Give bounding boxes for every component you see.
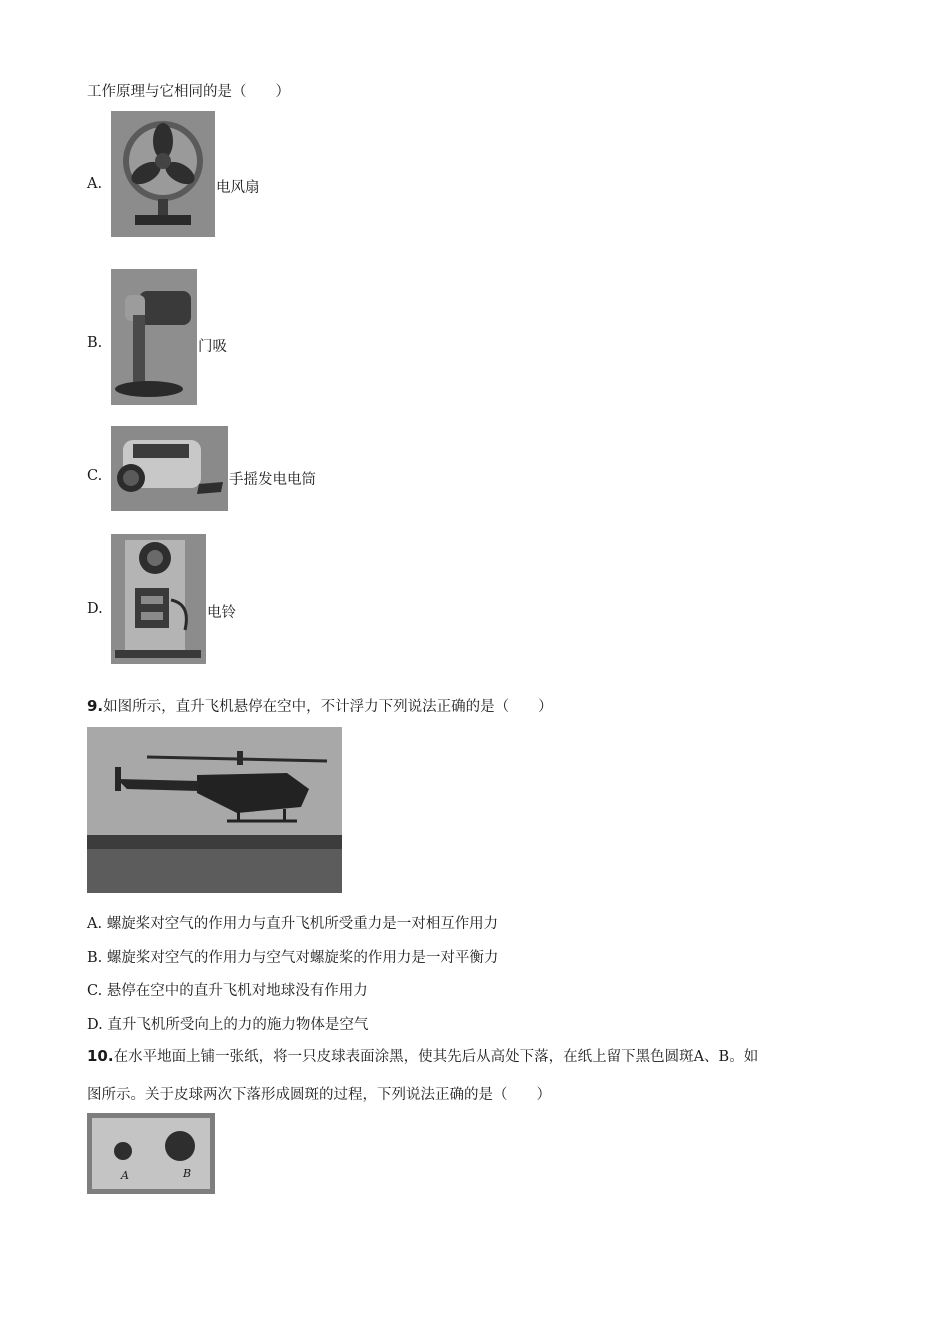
option-c-caption: 手摇发电电筒 bbox=[229, 472, 316, 488]
q10-stem-line2: 图所示。关于皮球两次下落形成圆斑的过程，下列说法正确的是（ ） bbox=[87, 1087, 551, 1103]
option-c-letter: C. bbox=[87, 468, 103, 484]
intro-line: 工作原理与它相同的是（ ） bbox=[87, 84, 290, 100]
q10-stem-text-line1: 在水平地面上铺一张纸，将一只皮球表面涂黑，使其先后从高处下落，在纸上留下黑色圆斑A、B。如 bbox=[113, 1049, 759, 1065]
spot-b bbox=[165, 1131, 195, 1161]
q10-number: 10. bbox=[87, 1047, 114, 1065]
q9-option-b: B. 螺旋桨对空气的作用力与空气对螺旋桨的作用力是一对平衡力 bbox=[87, 950, 499, 966]
spot-b-label: B bbox=[183, 1167, 192, 1180]
electric-bell-photo bbox=[111, 534, 206, 664]
door-stopper-photo bbox=[111, 269, 197, 405]
hand-crank-flashlight-photo bbox=[111, 426, 228, 511]
option-b-caption: 门吸 bbox=[198, 339, 227, 355]
spot-a bbox=[114, 1142, 132, 1160]
spot-a-label: A bbox=[121, 1169, 129, 1182]
q9-option-d: D. 直升飞机所受向上的力的施力物体是空气 bbox=[87, 1017, 369, 1033]
q9-option-a: A. 螺旋桨对空气的作用力与直升飞机所受重力是一对相互作用力 bbox=[87, 916, 499, 932]
q9-option-c: C. 悬停在空中的直升飞机对地球没有作用力 bbox=[87, 983, 368, 999]
option-a-letter: A. bbox=[87, 176, 103, 192]
option-d-caption: 电铃 bbox=[207, 605, 236, 621]
option-a-caption: 电风扇 bbox=[216, 180, 260, 196]
q9-stem bbox=[87, 695, 553, 716]
q9-number: 9. bbox=[87, 697, 104, 715]
q10-stem-line1 bbox=[87, 1045, 758, 1066]
electric-fan-photo bbox=[111, 111, 215, 237]
q9-stem-text: 如图所示，直升飞机悬停在空中，不计浮力下列说法正确的是（ ） bbox=[103, 699, 553, 715]
option-b-letter: B. bbox=[87, 335, 103, 351]
helicopter-photo bbox=[87, 727, 342, 893]
option-d-letter: D. bbox=[87, 601, 103, 617]
spots-photo bbox=[87, 1113, 215, 1194]
